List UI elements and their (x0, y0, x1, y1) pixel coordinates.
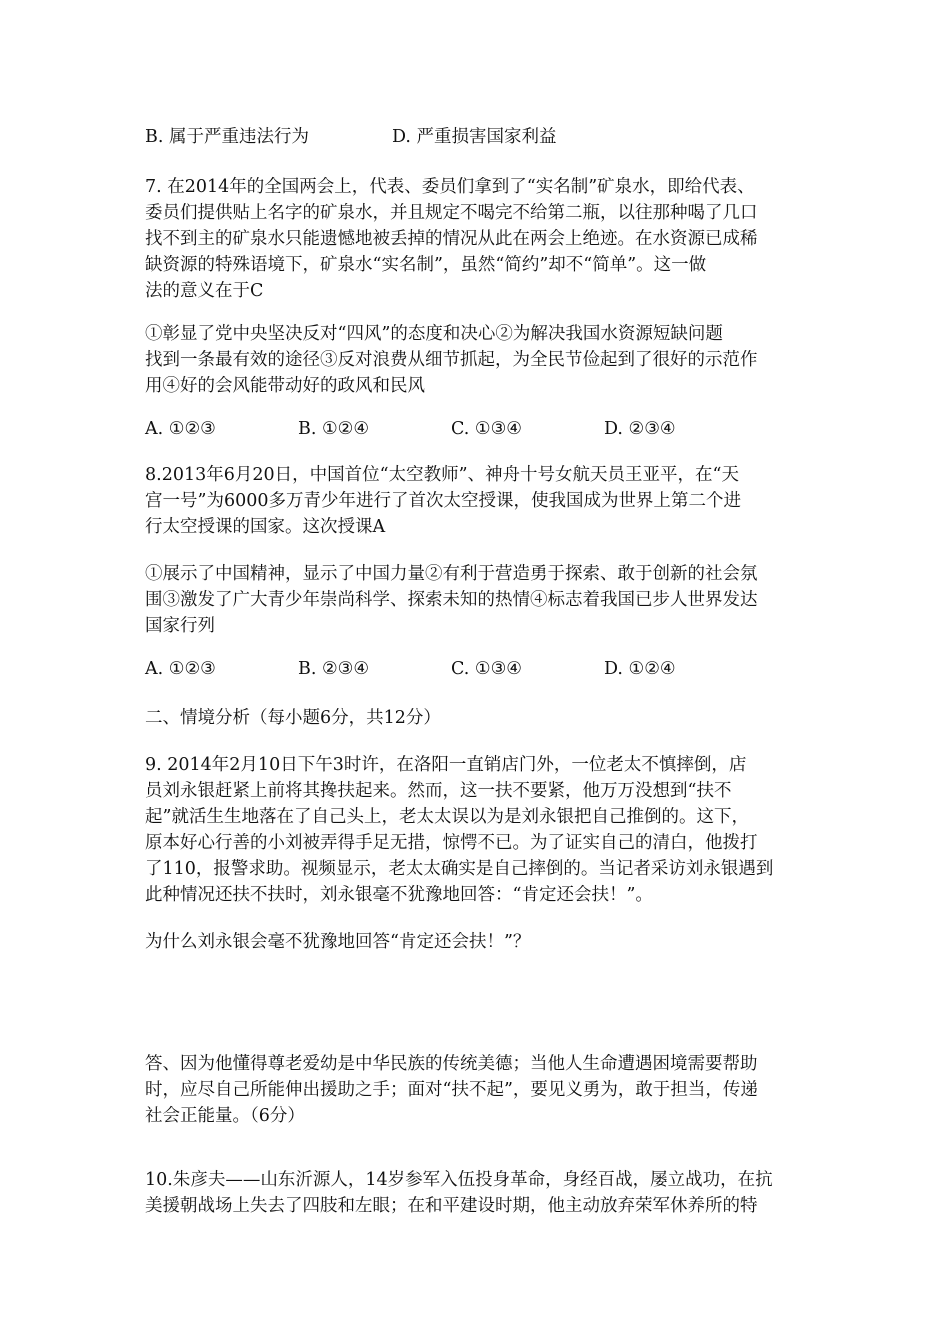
q7-stem-line: 法的意义在于C (145, 281, 264, 301)
q9-stem-line: 员刘永银赶紧上前将其搀扶起来。然而，这一扶不要紧，他万万没想到“扶不 (145, 781, 732, 801)
q7-option-d: D. ②③④ (604, 419, 676, 439)
q10-stem-line: 10.朱彦夫——山东沂源人，14岁参军入伍投身革命，身经百战，屡立战功，在抗 (145, 1170, 773, 1190)
q8-stem-line: 行太空授课的国家。这次授课A (145, 517, 386, 537)
q7-item-line: 找到一条最有效的途径③反对浪费从细节抓起，为全民节俭起到了很好的示范作 (145, 350, 758, 370)
q8-option-a: A. ①②③ (145, 659, 216, 679)
q8-option-c: C. ①③④ (451, 659, 522, 679)
q7-option-b: B. ①②④ (298, 419, 370, 439)
q9-answer-line: 社会正能量。（6分） (145, 1106, 305, 1126)
q9-stem-line: 起”就活生生地落在了自己头上，老太太误以为是刘永银把自己推倒的。这下， (145, 807, 749, 827)
q7-option-c: C. ①③④ (451, 419, 522, 439)
q7-stem-line: 缺资源的特殊语境下，矿泉水“实名制”，虽然“简约”却不“简单”。这一做 (145, 255, 707, 275)
q7-stem-line: 找不到主的矿泉水只能遗憾地被丢掉的情况从此在两会上绝迹。在水资源已成稀 (145, 229, 758, 249)
q7-item-line: 用④好的会风能带动好的政风和民风 (145, 376, 425, 396)
q9-answer-line: 时，应尽自己所能伸出援助之手；面对“扶不起”，要见义勇为，敢于担当，传递 (145, 1080, 758, 1100)
q7-option-a: A. ①②③ (145, 419, 216, 439)
q9-stem-line: 9. 2014年2月10日下午3时许，在洛阳一直销店门外，一位老太不慎摔倒，店 (145, 755, 747, 775)
q7-stem-line: 委员们提供贴上名字的矿泉水，并且规定不喝完不给第二瓶，以往那种喝了几口 (145, 203, 758, 223)
q9-stem-line: 原本好心行善的小刘被弄得手足无措，惊愕不已。为了证实自己的清白，他拨打 (145, 833, 758, 853)
q8-option-d: D. ①②④ (604, 659, 676, 679)
q8-item-line: 国家行列 (145, 616, 215, 636)
q9-stem-line: 了110，报警求助。视频显示，老太太确实是自己摔倒的。当记者采访刘永银遇到 (145, 859, 774, 879)
q6-option-d: D. 严重损害国家利益 (392, 127, 557, 147)
q9-stem-line: 此种情况还扶不扶时，刘永银毫不犹豫地回答：“肯定还会扶！”。 (145, 885, 653, 905)
q8-stem-line: 8.2013年6月20日，中国首位“太空教师”、神舟十号女航天员王亚平，在“天 (145, 465, 739, 485)
q10-stem-line: 美援朝战场上失去了四肢和左眼；在和平建设时期，他主动放弃荣军休养所的特 (145, 1196, 758, 1216)
q8-item-line: ①展示了中国精神，显示了中国力量②有利于营造勇于探索、敢于创新的社会氛 (145, 564, 758, 584)
section-title: 二、情境分析（每小题6分，共12分） (145, 708, 441, 728)
q7-item-line: ①彰显了党中央坚决反对“四风”的态度和决心②为解决我国水资源短缺问题 (145, 324, 723, 344)
q8-stem-line: 宫一号”为6000多万青少年进行了首次太空授课，使我国成为世界上第二个进 (145, 491, 741, 511)
q7-stem-line: 7. 在2014年的全国两会上，代表、委员们拿到了“实名制”矿泉水，即给代表、 (145, 177, 755, 197)
q8-option-b: B. ②③④ (298, 659, 370, 679)
q6-option-b: B. 属于严重违法行为 (145, 127, 309, 147)
q8-item-line: 围③激发了广大青少年崇尚科学、探索未知的热情④标志着我国已步人世界发达 (145, 590, 758, 610)
q9-answer-line: 答、因为他懂得尊老爱幼是中华民族的传统美德；当他人生命遭遇困境需要帮助 (145, 1054, 758, 1074)
q9-question: 为什么刘永银会毫不犹豫地回答“肯定还会扶！”？ (145, 932, 531, 952)
